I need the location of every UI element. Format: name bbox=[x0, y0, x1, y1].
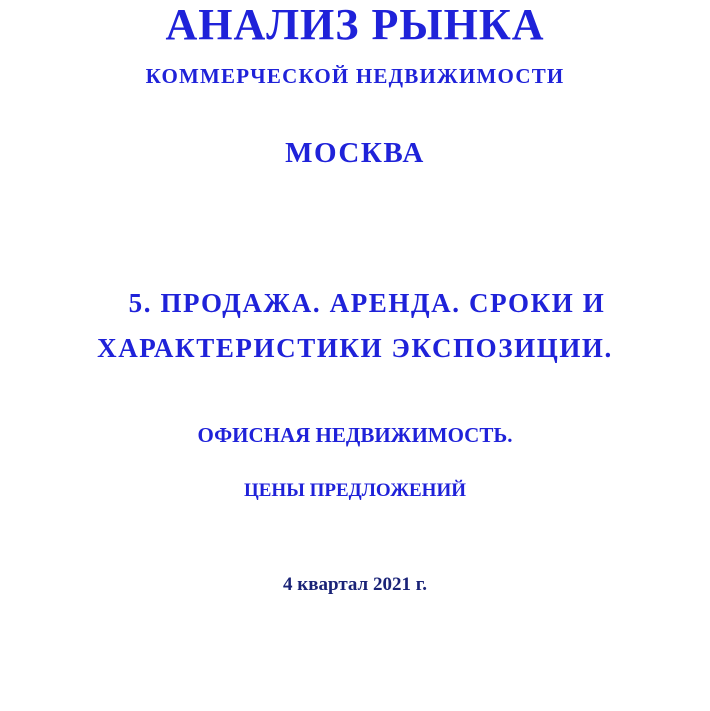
report-period: 4 квартал 2021 г. bbox=[283, 574, 427, 595]
report-title: АНАЛИЗ РЫНКА bbox=[165, 0, 545, 49]
section-title-line-2: ХАРАКТЕРИСТИКИ ЭКСПОЗИЦИИ. bbox=[97, 333, 613, 363]
city-heading: МОСКВА bbox=[285, 137, 425, 169]
prices-heading: ЦЕНЫ ПРЕДЛОЖЕНИЙ bbox=[243, 480, 467, 501]
section-title-line-1: 5. ПРОДАЖА. АРЕНДА. СРОКИ И bbox=[128, 288, 606, 318]
segment-heading: ОФИСНАЯ НЕДВИЖИМОСТЬ. bbox=[197, 423, 513, 447]
report-subtitle: КОММЕРЧЕСКОЙ НЕДВИЖИМОСТИ bbox=[145, 64, 565, 88]
